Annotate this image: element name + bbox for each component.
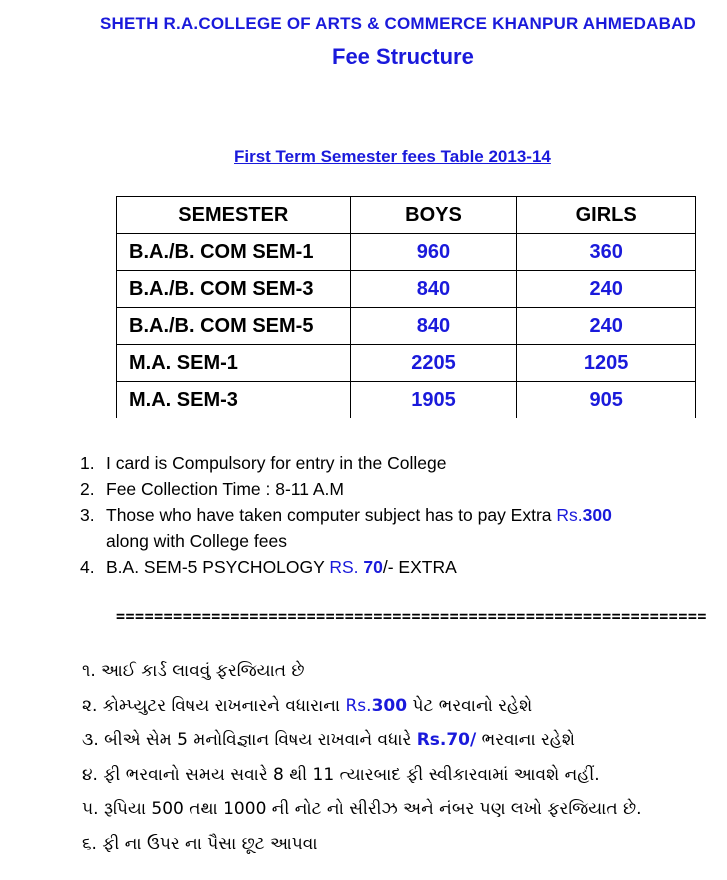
list-item: [82, 797, 712, 832]
list-item: [82, 659, 712, 694]
list-item: [82, 763, 712, 798]
gujarati-note-text: ૪. ફી ભરવાનો સમય સવારે 8 થી 11 ત્યારબાદ ફી સ્વીકારવામાં આવશે નહીં.: [82, 764, 600, 785]
list-number: 1.: [80, 453, 95, 473]
gujarati-note-text: ૨. કોમ્પ્યુટર વિષય રાખનારને વધારાના: [82, 695, 346, 716]
column-header-girls: GIRLS: [517, 197, 696, 234]
table-row: [117, 382, 696, 419]
boys-fee-cell: 2205: [350, 345, 517, 382]
list-item: [80, 450, 700, 476]
fee-table: [116, 196, 696, 418]
table-row: [117, 271, 696, 308]
gujarati-note-suffix: ભરવાના રહેશે: [476, 730, 575, 750]
list-item: [80, 476, 700, 502]
gujarati-note-text: ૩. બીએ સેમ 5 મનોવિજ્ઞાન વિષય રાખવાને વધારે: [82, 730, 417, 750]
rs-label: RS.: [329, 557, 364, 577]
list-number: 4.: [80, 557, 95, 577]
list-number: 2.: [80, 479, 95, 499]
column-header-semester: SEMESTER: [117, 197, 351, 234]
gujarati-notes-list: [82, 659, 712, 866]
semester-cell: B.A./B. COM SEM-3: [117, 271, 351, 308]
boys-fee-cell: 840: [350, 308, 517, 345]
rs-label: Rs.: [345, 695, 372, 716]
girls-fee-cell: 905: [517, 382, 696, 419]
gujarati-note-text: ૧. આઈ કાર્ડ લાવવું ફરજિયાત છે: [82, 661, 305, 681]
note-text: Fee Collection Time : 8-11 A.M: [106, 479, 344, 499]
fee-table-caption: First Term Semester fees Table 2013-14: [234, 147, 551, 166]
table-row: [117, 345, 696, 382]
rs-label: Rs.: [556, 505, 583, 525]
note-text-continued: along with College fees: [106, 531, 287, 551]
fee-amount: 300: [582, 505, 612, 525]
college-name: SHETH R.A.COLLEGE OF ARTS & COMMERCE KHANPUR AHMEDABAD: [100, 14, 697, 33]
list-item: [80, 554, 700, 580]
semester-cell: B.A./B. COM SEM-1: [117, 234, 351, 271]
boys-fee-cell: 1905: [350, 382, 517, 419]
list-item: [82, 832, 712, 867]
girls-fee-cell: 1205: [517, 345, 696, 382]
gujarati-note-suffix: પેટ ભરવાનો રહેશે: [407, 695, 533, 716]
english-notes-list: [80, 450, 700, 580]
college-name-heading: [0, 14, 727, 34]
rs-label: Rs.70/: [416, 730, 477, 750]
girls-fee-cell: 360: [517, 234, 696, 271]
list-item: [82, 694, 712, 729]
note-text: I card is Compulsory for entry in the College: [106, 453, 447, 473]
list-item: [82, 728, 712, 763]
table-row: [117, 234, 696, 271]
boys-fee-cell: 960: [350, 234, 517, 271]
note-text-suffix: /- EXTRA: [382, 557, 457, 577]
note-text: B.A. SEM-5 PSYCHOLOGY: [106, 557, 330, 577]
girls-fee-cell: 240: [517, 271, 696, 308]
page-title: Fee Structure: [332, 44, 474, 69]
separator-line: ==============================================================: [116, 607, 707, 625]
semester-cell: B.A./B. COM SEM-5: [117, 308, 351, 345]
fee-amount: 70: [363, 557, 383, 577]
gujarati-note-text: ૫. રૂપિયા 500 તથા 1000 ની નોટ નો સીરીઝ અને નંબર પણ લખો ફરજિયાત છે.: [82, 799, 642, 819]
list-item: [80, 502, 700, 554]
gujarati-note-text: ૬. ફી ના ઉપર ના પૈસા છૂટ આપવા: [82, 833, 318, 854]
list-number: 3.: [80, 505, 95, 525]
semester-cell: M.A. SEM-3: [117, 382, 351, 419]
column-header-boys: BOYS: [350, 197, 517, 234]
note-text: Those who have taken computer subject has to pay Extra: [106, 505, 557, 525]
fee-amount: 300: [371, 695, 408, 716]
semester-cell: M.A. SEM-1: [117, 345, 351, 382]
girls-fee-cell: 240: [517, 308, 696, 345]
boys-fee-cell: 840: [350, 271, 517, 308]
fee-table-header-row: [117, 197, 696, 234]
table-row: [117, 308, 696, 345]
